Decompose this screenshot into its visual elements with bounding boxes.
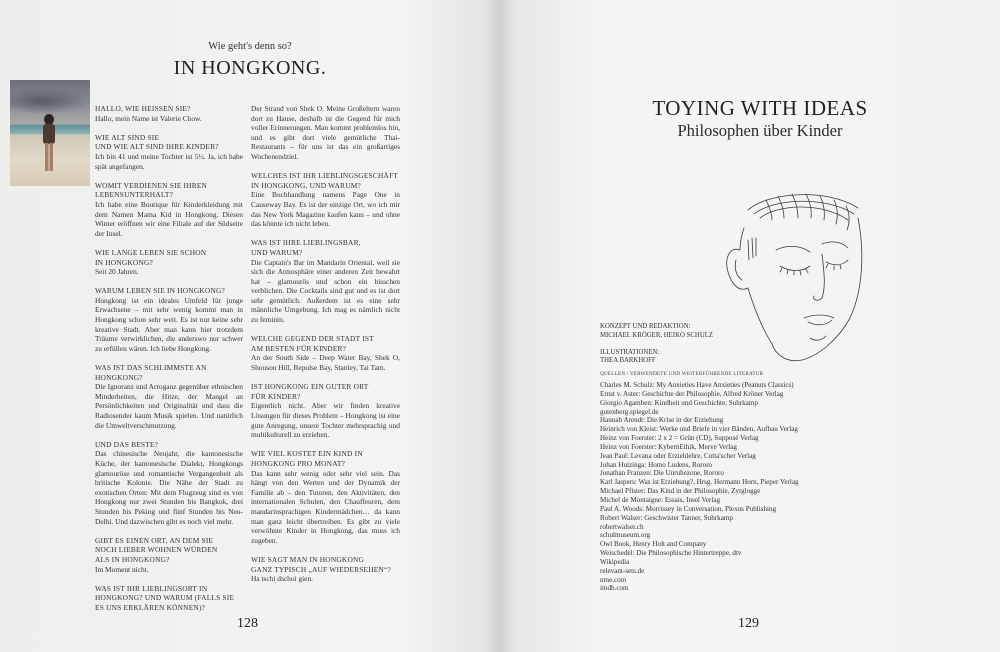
answer: Hongkong ist ein ideales Umfeld für junge Erwachsene – mit sehr wenig kommt man in Hongkong schon sehr weit. Es ist nur keine sehr kreative Stadt. Aber man kann hier trotzdem Träume verwirklichen, die anderswo nur schwer zu erfüllen wären. Ich liebe Hongkong. — [95, 295, 243, 353]
question: GIBT ES EINEN ORT, AN DEM SIE NOCH LIEBER WOHNEN WÜRDEN ALS IN HONGKONG? — [95, 535, 218, 564]
qa-item — [95, 104, 243, 123]
question: WIE ALT SIND SIE UND WIE ALT SIND IHRE KINDER? — [95, 132, 219, 152]
answer: Eigentlich nicht. Aber wir finden kreative Lösungen für dieses Problem – Hongkong ist eine gute Anregung, unsere Tochter mehrsprachig und multikulturell zu erziehen. — [251, 401, 400, 440]
answer: Das chinesische Neujahr, die kantonesische Küche, der kantonesische Dialekt, Hongkongs glamouröse und romantische Vergangenheit als britische Kolonie. Die Nähe der Stadt zu exotischen Orten: Mit dem Flugzeug sind es von Hongkong nur zwei Stunden bis Bangkok, drei Stunden bis Peking und fünf Stunden bis Neu-Delhi. Und dazwischen gibt es noch viel mehr. — [95, 449, 243, 526]
credit-line: THEA BARKHOFF — [600, 357, 656, 365]
qa-item — [251, 238, 400, 324]
answer: Die Ignoranz und Arroganz gegenüber ethnischen Minderheiten, die Hitze, der Mangel an Persönlichkeiten und Originalität und dass die Radiosender kaum Musik spielen. Und natürlich die Umweltverschmutzung. — [95, 382, 243, 430]
qa-item — [95, 248, 243, 277]
source-item: Karl Jaspers: Was ist Erziehung?, Hrsg. Hermann Horn, Pieper Verlag — [600, 478, 799, 487]
source-item: Weischedel: Die Philosophische Hintertreppe, dtv — [600, 549, 742, 558]
qa-item — [95, 181, 243, 239]
page-number-left: 128 — [237, 616, 258, 631]
answer: Ich habe eine Boutique für Kinderkleidung mit dem Namen Mama Kid in Hongkong. Diesen Winter eröffnen wir eine Filiale auf der Südseite der Insel. — [95, 199, 243, 238]
answer: Im Moment nicht. — [95, 564, 149, 574]
question: WELCHES IST IHR LIEBLINGSGESCHÄFT IN HONGKONG, UND WARUM? — [251, 171, 398, 190]
question: UND DAS BESTE? — [95, 439, 159, 449]
interview-column-1 — [95, 104, 243, 622]
source-item: Owl Book, Henry Holt and Company — [600, 540, 707, 549]
qa-item — [251, 555, 400, 584]
source-item: Ernst v. Aster: Geschichte der Philosophie, Alfred Kröner Verlag — [600, 389, 784, 398]
qa-item — [251, 334, 400, 372]
source-item: Michael Pfister: Das Kind in der Philosophie, Zytglogge — [600, 487, 761, 496]
source-item: Heinrich von Kleist: Werke und Briefe in vier Bänden, Aufbau Verlag — [600, 425, 798, 434]
answer: Seit 20 Jahren. — [95, 267, 139, 277]
photo-person-body — [43, 124, 55, 144]
credit-line: ILLUSTRATIONEN: — [600, 348, 660, 356]
source-item: imdb.com — [600, 584, 629, 593]
source-item: nme.com — [600, 575, 627, 584]
credit-spacer — [600, 340, 800, 349]
source-item: Johan Huizinga: Homo Ludens, Rororo — [600, 460, 713, 469]
source-item: Paul A. Woods: Morrissey in Conversation, Plexus Publishing — [600, 504, 777, 513]
interview-column-2 — [251, 104, 400, 593]
source-item: Jean Paul: Levana oder Erziehlehre, Cotta'scher Verlag — [600, 451, 756, 460]
question: WIE SAGT MAN IN HONGKONG GANZ TYPISCH „AUF WIEDERSEHEN“? — [251, 554, 391, 574]
source-item: Heinz von Foerster: 2 x 2 = Grün (CD), Supposé Verlag — [600, 434, 759, 443]
source-item: Giorgio Agamben: Kindheit und Geschichte, Suhrkamp — [600, 398, 758, 407]
question: WAS IST IHR LIEBLINGSORT IN HONGKONG? UND WARUM (FALLS SIE ES UNS ERKLÄREN KÖNNEN)? — [95, 583, 235, 612]
page-number-right: 129 — [738, 616, 759, 631]
article-title: TOYING WITH IDEAS — [652, 96, 868, 120]
question: WELCHE GEGEND DER STADT IST AM BESTEN FÜR KINDER? — [251, 334, 374, 353]
question: WIE VIEL KOSTET EIN KIND IN HONGKONG PRO MONAT? — [251, 449, 363, 468]
source-item: Robert Walser: Geschwister Tanner, Suhrkamp — [600, 513, 733, 522]
article-subtitle: Philosophen über Kinder — [677, 121, 843, 140]
question: WIE LANGE LEBEN SIE SCHON IN HONGKONG? — [95, 247, 207, 267]
credits — [600, 323, 800, 366]
source-item: schulmuseum.org — [600, 531, 651, 540]
question: HALLO, WIE HEISSEN SIE? — [95, 104, 191, 113]
photo-clouds — [10, 88, 90, 114]
source-item: Charles M. Schulz: My Anxieties Have Anxieties (Peanuts Classics) — [600, 381, 794, 389]
qa-item — [251, 449, 400, 545]
headline: IN HONGKONG. — [173, 57, 327, 79]
credit-line: KONZEPT UND REDAKTION: — [600, 323, 691, 330]
credit-line: MICHAEL KRÖGER, HEIKO SCHULZ — [600, 331, 714, 339]
qa-item — [95, 286, 243, 353]
source-item: Jonathan Franzen: Die Unruhezone, Rororo — [600, 469, 724, 478]
answer: Ha tschi dschoi gien. — [251, 574, 313, 584]
source-item: Heinz von Foerster: KybernEthik, Merve Verlag — [600, 442, 737, 451]
qa-item — [251, 382, 400, 440]
answer: Hallo, mein Name ist Valerie Chow. — [95, 113, 202, 123]
question: WOMIT VERDIENEN SIE IHREN LEBENSUNTERHALT? — [95, 180, 208, 200]
answer: Ich bin 41 und meine Tochter ist 5½. Ja, ich habe spät angefangen. — [95, 151, 243, 171]
qa-item — [95, 440, 243, 526]
answer: Die Captain's Bar im Mandarin Oriental, weil sie sich die Atmosphäre einer anderen Zeit bewahrt hat – glamourös und schon ein bisschen verblichen. Die Cocktails sind gut und es ist dort sehr gemütlich. Außerdem ist es eine sehr männliche Umgebung. Ich mag es nämlich nicht zu feminin. — [251, 257, 400, 325]
source-item: gutenberg.spiegel.de — [600, 407, 659, 416]
answer: Der Strand von Shek O. Meine Großeltern waren dort zu Hause, deshalb ist die Gegend für mich voller Erinnerungen. Man kommt problemlos hin, und es gibt dort viele gemütliche Thai-Restaurants – für uns ist das ein großartiges Wochenendziel. — [251, 104, 400, 161]
question: WAS IST DAS SCHLIMMSTE AN HONGKONG? — [95, 363, 207, 382]
source-item: Wikipedia — [600, 557, 630, 566]
answer: Das kann sehr wenig oder sehr viel sein. Das hängt von den Werten und der Dynamik der Familie ab – den Tutoren, den Aktivitäten, den internationalen Schulen, den Chauffeuren, dem mandarinsprachigen Kindermädchen… da kann man ganz leicht übertreiben. Es gibt zu viele verwöhnte Kinder in Hongkong, das muss ich zugeben. — [251, 468, 400, 545]
sources-list — [600, 381, 860, 593]
question: WARUM LEBEN SIE IN HONGKONG? — [95, 286, 225, 296]
qa-item — [95, 133, 243, 171]
source-item: robertwalser.ch — [600, 522, 644, 531]
qa-item — [251, 104, 400, 162]
qa-item — [95, 584, 243, 613]
qa-item — [95, 536, 243, 574]
source-item: Hannah Arendt: Die Krise in der Erziehung — [600, 416, 724, 425]
question: WAS IST IHRE LIEBLINGSBAR, UND WARUM? — [251, 238, 361, 257]
portrait-photo — [10, 80, 90, 186]
kicker: Wie geht's denn so? — [208, 41, 292, 52]
qa-item — [95, 363, 243, 430]
answer: Eine Buchhandlung namens Page One in Causeway Bay. Es ist der einzige Ort, wo ich mir das New York Magazine kaufen kann – und ohne das könnte ich nicht leben. — [251, 190, 400, 229]
answer: An der South Side – Deep Water Bay, Shek O, Shouson Hill, Repulse Bay, Stanley, Tai Tam. — [251, 353, 400, 373]
qa-item — [251, 171, 400, 229]
question: IST HONGKONG EIN GUTER ORT FÜR KINDER? — [251, 382, 369, 401]
source-item: Michel de Montaigne: Essais, Insel Verlag — [600, 495, 721, 504]
right-page — [500, 0, 1000, 652]
sources-heading: QUELLEN / VERWENDETE UND WEITERFÜHRENDE LITERATUR — [600, 371, 764, 377]
source-item: relevant-sets.de — [600, 566, 645, 575]
photo-person-legs — [45, 143, 53, 171]
